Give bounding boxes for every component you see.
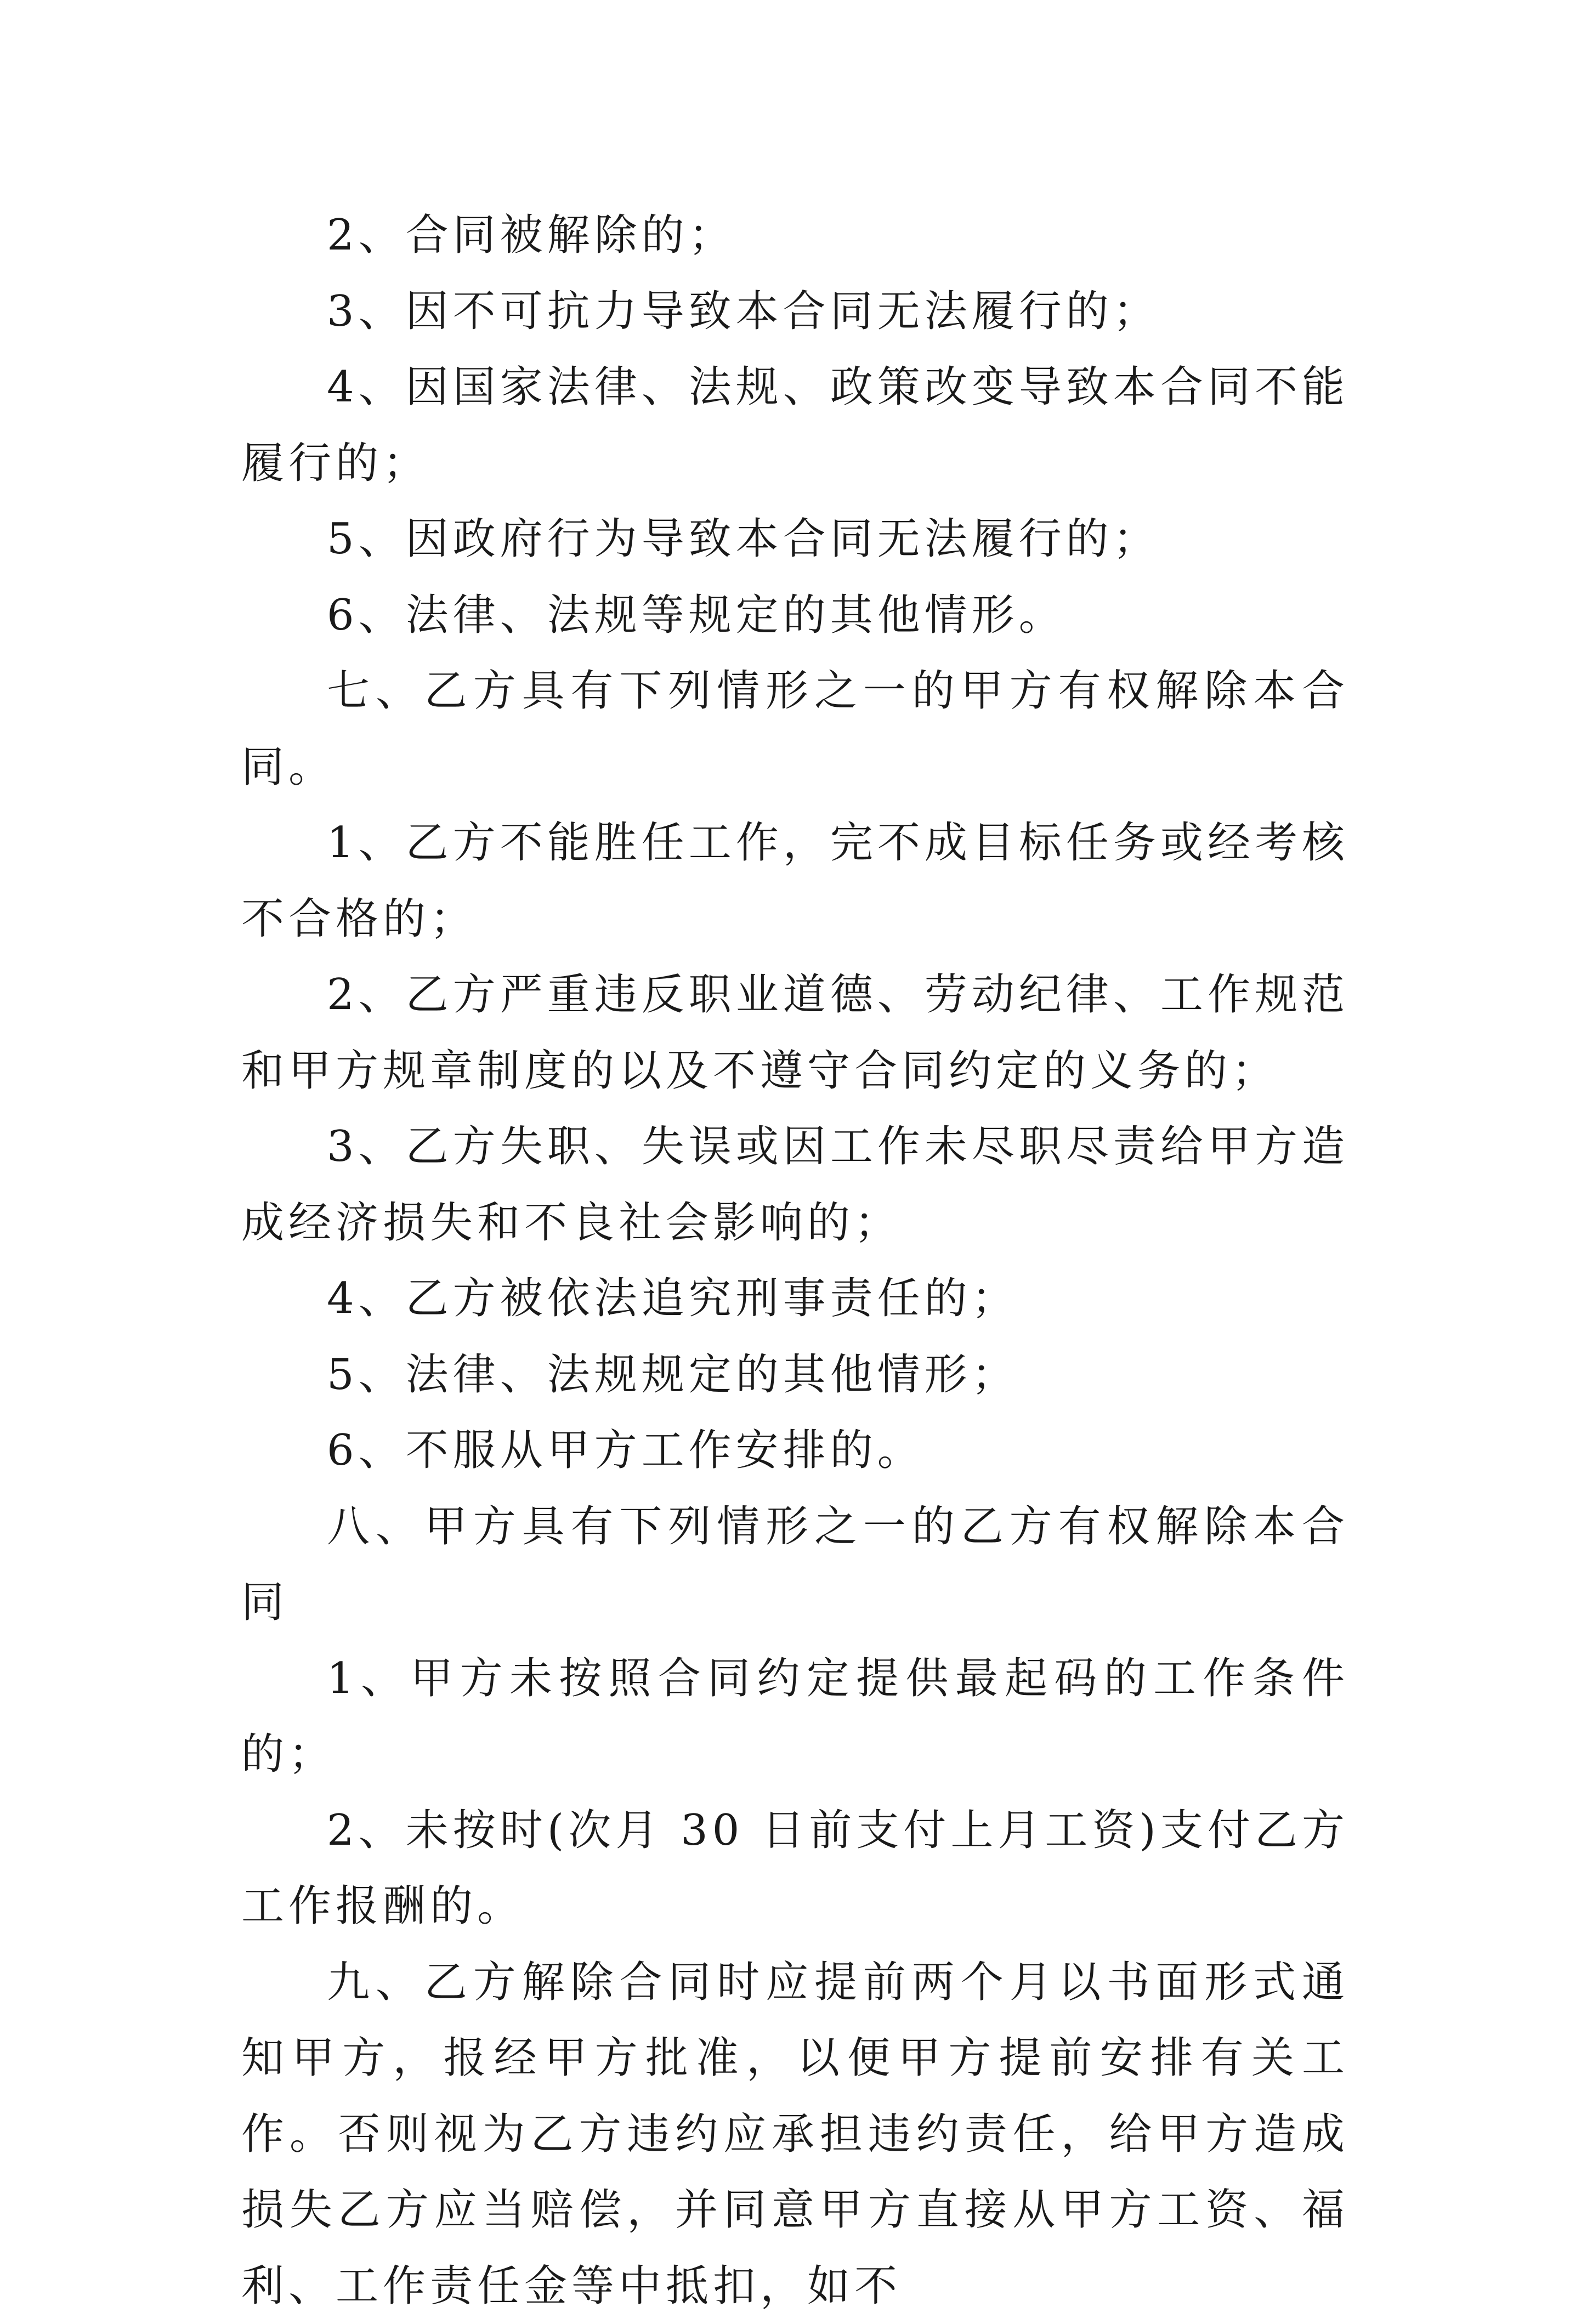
clause-6-other-legal-cases: 6、法律、法规等规定的其他情形。: [241, 577, 1349, 654]
clause-5-government-action: 5、因政府行为导致本合同无法履行的；: [241, 501, 1349, 577]
section-7-item-1: 1、乙方不能胜任工作，完不成目标任务或经考核不合格的；: [241, 805, 1349, 957]
section-7-item-6: 6、不服从甲方工作安排的。: [241, 1413, 1349, 1489]
section-7-item-2: 2、乙方严重违反职业道德、劳动纪律、工作规范和甲方规章制度的以及不遵守合同约定的义务的；: [241, 957, 1349, 1109]
section-8-heading: 八、甲方具有下列情形之一的乙方有权解除本合同: [241, 1489, 1349, 1641]
section-7-item-5: 5、法律、法规规定的其他情形；: [241, 1337, 1349, 1413]
clause-3-force-majeure: 3、因不可抗力导致本合同无法履行的；: [241, 274, 1349, 350]
section-8-item-2: 2、未按时(次月 30 日前支付上月工资)支付乙方工作报酬的。: [241, 1793, 1349, 1945]
section-9-paragraph: 九、乙方解除合同时应提前两个月以书面形式通知甲方，报经甲方批准，以便甲方提前安排有关工作。否则视为乙方违约应承担违约责任，给甲方造成损失乙方应当赔偿，并同意甲方直接从甲方工资、福利、工作责任金等中抵扣，如不: [241, 1945, 1349, 2324]
section-7-heading: 七、乙方具有下列情形之一的甲方有权解除本合同。: [241, 653, 1349, 805]
section-8-item-1: 1、甲方未按照合同约定提供最起码的工作条件的；: [241, 1641, 1349, 1793]
section-7-item-4: 4、乙方被依法追究刑事责任的；: [241, 1261, 1349, 1337]
contract-body: [241, 197, 1349, 2324]
clause-2-contract-terminated: 2、合同被解除的；: [241, 197, 1349, 274]
section-7-item-3: 3、乙方失职、失误或因工作未尽职尽责给甲方造成经济损失和不良社会影响的；: [241, 1109, 1349, 1261]
clause-4-law-change: 4、因国家法律、法规、政策改变导致本合同不能履行的；: [241, 349, 1349, 501]
